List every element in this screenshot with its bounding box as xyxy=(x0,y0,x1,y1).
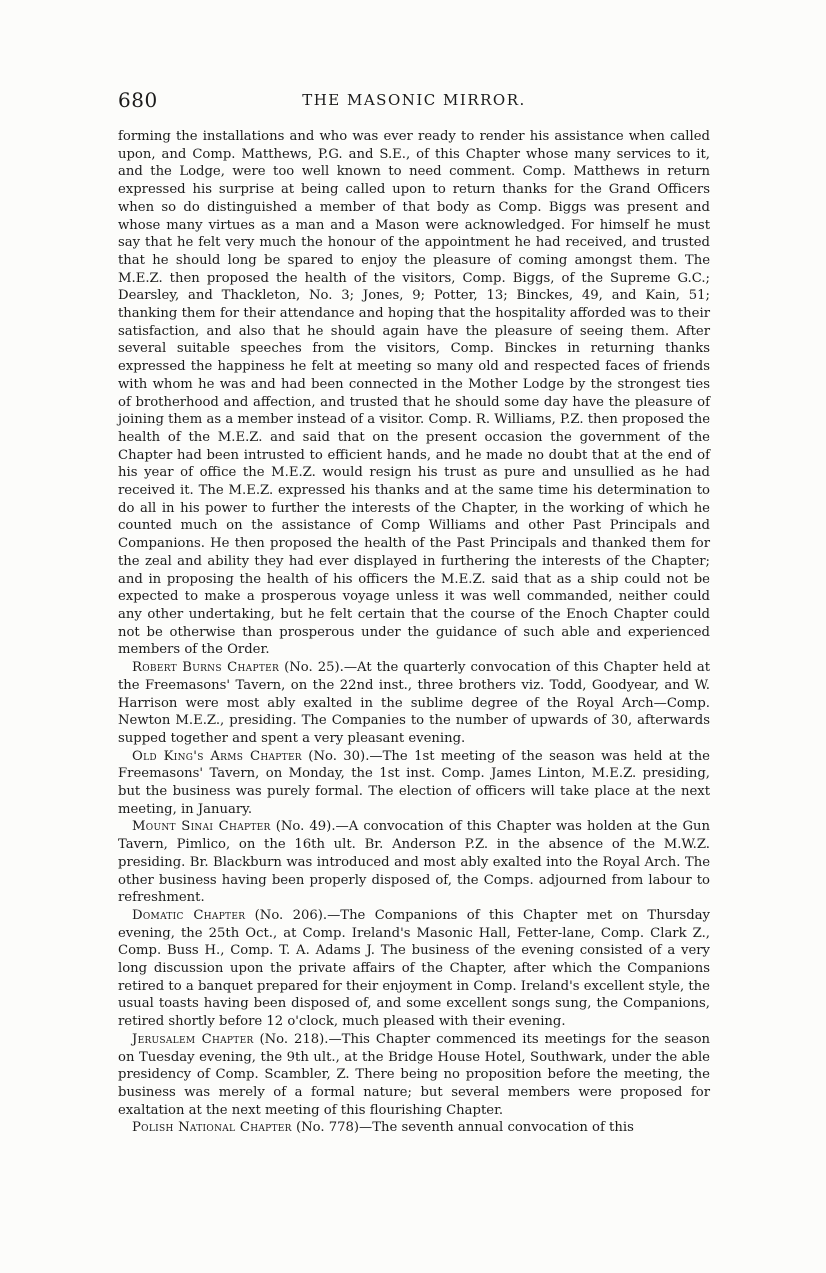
section-robert-burns-chapter xyxy=(118,659,710,748)
section-heading: Domatic Chapter xyxy=(132,907,246,923)
section-heading: Polish National Chapter xyxy=(132,1120,292,1136)
section-heading: Old King's Arms Chapter xyxy=(132,748,302,764)
paragraph-text: (No. 218).—This Chapter commenced its meetings for the season on Tuesday evening, the 9th ult., at the Bridge House Hotel, Southwark, under the able presidency of Comp. Scambler, Z. There being no proposition before the meeting, the business was merely of a formal nature; but several members were proposed for exaltation at the next meeting of this flourishing Chapter. xyxy=(118,1031,711,1118)
paragraph-text: (No. 778)—The seventh annual convocation of this xyxy=(295,1120,634,1136)
section-polish-national-chapter xyxy=(118,1119,710,1137)
paragraph-text: forming the installations and who was ever ready to render his assistance when called upon, and Comp. Matthews, P.G. and S.E., of this Chapter whose many services to it, and the Lodge, were too well known to need comment. Comp. Matthews in return expressed his surprise at being called upon to return thanks for the Grand Officers when so do distinguished a member of that body as Comp. Biggs was present and whose many virtues as a man and a Mason were acknowledged. For himself he must say that he felt very much the honour of the appointment he had received, and trusted that he should long be spared to enjoy the pleasure of coming amongst them. The M.E.Z. then proposed the health of the visitors, Comp. Biggs, of the Supreme G.C.; Dearsley, and Thackleton, No. 3; Jones, 9; Potter, 13; Binckes, 49, and Kain, 51; thanking them for their attendance and hoping that the hospitality afforded was to their satisfaction, and also that he should again have the pleasure of seeing them. After several suitable speeches from the visitors, Comp. Binckes in returning thanks expressed the happiness he felt at meeting so many old and respected faces of friends with whom he was and had been connected in the Mother Lodge by the strongest ties of brotherhood and affection, and trusted that he should some day have the pleasure of joining them as a member instead of a visitor. Comp. R. Williams, P.Z. then proposed the health of the M.E.Z. and said that on the present occasion the government of the Chapter had been intrusted to efficient hands, and he made no doubt that at the end of his year of office the M.E.Z. would resign his trust as pure and unsullied as he had received it. The M.E.Z. expressed his thanks and at the same time his determination to do all in his power to further the interests of the Chapter, in the working of which he counted much on the assistance of Comp Williams and other Past Principals and Companions. He then proposed the health of the Past Principals and thanked them for the zeal and ability they had ever displayed in furthering the interests of the Chapter; and in proposing the health of his officers the M.E.Z. said that as a ship could not be expected to make a prosperous voyage unless it was well commanded, neither could any other undertaking, but he felt certain that the course of the Enoch Chapter could not be otherwise than prosperous under the guidance of such able and experienced members of the Order. xyxy=(118,129,710,658)
section-domatic-chapter xyxy=(118,907,710,1031)
section-mount-sinai-chapter xyxy=(118,818,710,907)
section-old-kings-arms-chapter xyxy=(118,748,710,819)
paragraph-text: (No. 49).—A convocation of this Chapter was holden at the Gun Tavern, Pimlico, on the 16th ult. Br. Anderson P.Z. in the absence of the M.W.Z. presiding. Br. Blackburn was introduced and most ably exalted into the Royal Arch. The other business having been properly disposed of, the Comps. adjourned from labour to refreshment. xyxy=(118,819,710,906)
section-heading: Jerusalem Chapter xyxy=(132,1031,254,1047)
paragraph-continuation xyxy=(118,128,710,659)
page-number: 680 xyxy=(118,88,158,112)
section-heading: Robert Burns Chapter xyxy=(132,660,280,676)
paragraph-text: (No. 206).—The Companions of this Chapter met on Thursday evening, the 25th Oct., at Comp. Ireland's Masonic Hall, Fetter-lane, Comp. Clark Z., Comp. Buss H., Comp. T. A. Adams J. The business of the evening consisted of a very long discussion upon the private affairs of the Chapter, after which the Companions retired to a banquet prepared for their enjoyment in Comp. Ireland's excellent style, the usual toasts having been disposed of, and some excellent songs sung, the Companions, retired shortly before 12 o'clock, much pleased with their evening. xyxy=(118,907,711,1030)
section-jerusalem-chapter xyxy=(118,1031,710,1120)
paragraph-text: (No. 30).—The 1st meeting of the season was held at the Freemasons' Tavern, on Monday, the 1st inst. Comp. James Linton, M.E.Z. presiding, but the business was purely formal. The election of officers will take place at the next meeting, in January. xyxy=(118,748,710,817)
page-header xyxy=(118,88,710,114)
section-heading: Mount Sinai Chapter xyxy=(132,819,271,835)
article-body xyxy=(118,128,710,1137)
paragraph-text: (No. 25).—At the quarterly convocation of this Chapter held at the Freemasons' Tavern, on the 22nd inst., three brothers viz. Todd, Goodyear, and W. Harrison were most ably exalted in the sublime degree of the Royal Arch—Comp. Newton M.E.Z., presiding. The Companies to the number of upwards of 30, afterwards supped together and spent a very pleasant evening. xyxy=(118,660,710,746)
running-title: THE MASONIC MIRROR. xyxy=(302,91,526,109)
